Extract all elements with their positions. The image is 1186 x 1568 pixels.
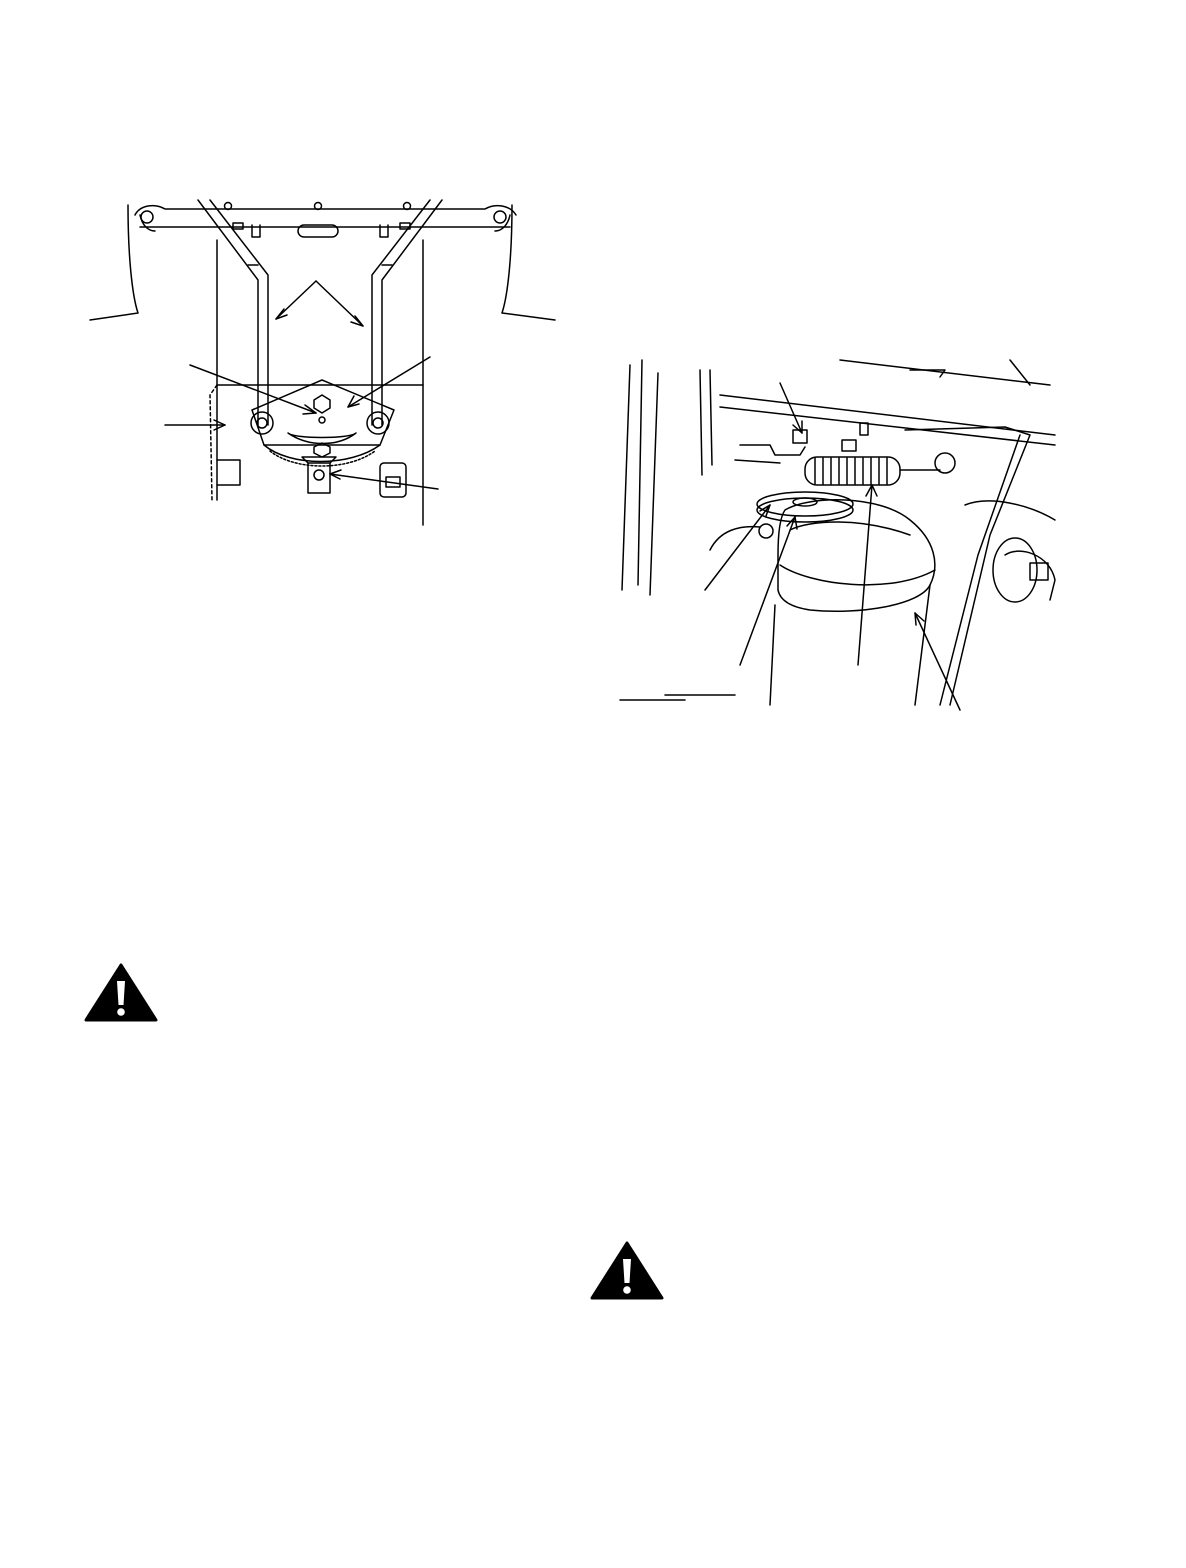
exclamation-triangle-icon (590, 1241, 664, 1301)
steering-gear-illustration (80, 195, 570, 540)
exclamation-triangle-icon (84, 963, 158, 1023)
deck-spindle-illustration (610, 355, 1065, 715)
warning-icon-left (84, 963, 158, 1028)
warning-icon-right (590, 1241, 664, 1306)
